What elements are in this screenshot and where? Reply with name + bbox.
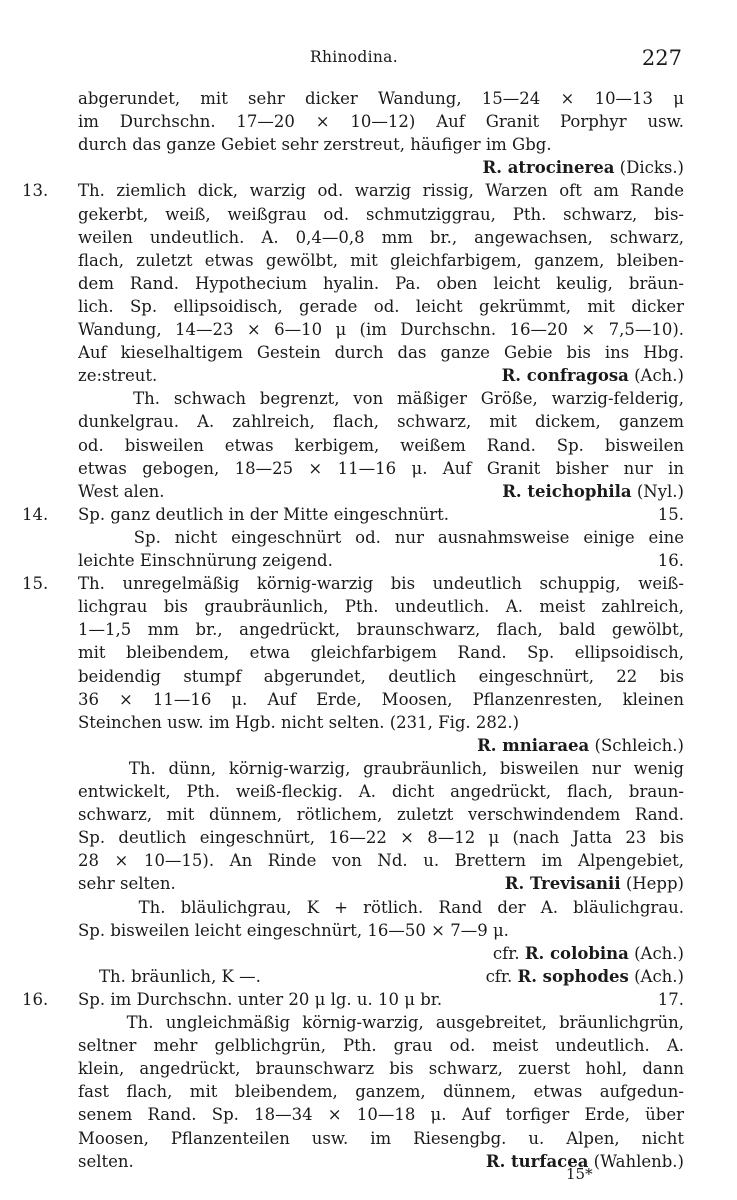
line-text: Moosen, Pflanzenteilen usw. im Riesengbg. u. Alpen, nicht [78, 1128, 684, 1148]
text-line [78, 1104, 684, 1126]
key-number: 13. [22, 181, 49, 201]
text-line [78, 850, 684, 872]
line-text: od. bisweilen etwas kerbigem, weißem Rand. Sp. bisweilen [78, 435, 684, 455]
line-text: klein, angedrückt, braunschwarz bis schwarz, zuerst hohl, dann [78, 1059, 684, 1079]
text-line [78, 319, 684, 341]
text-line [78, 227, 684, 249]
text-line [78, 1012, 684, 1034]
species-name: R. mniaraea [477, 735, 590, 755]
line-text: Th. bläulichgrau, K + rötlich. Rand der A. bläulichgrau. [78, 897, 684, 917]
line-text: mit bleibendem, etwa gleichfarbigem Rand. Sp. ellipsoidisch, [78, 643, 684, 663]
line-text: Sp. bisweilen leicht eingeschnürt, 16—50 × 7—9 μ. [78, 920, 509, 940]
text-line [78, 619, 684, 641]
text-line [78, 1035, 684, 1057]
line-text: Sp. im Durchschn. unter 20 μ lg. u. 10 μ br. [78, 989, 443, 1009]
species-name: R. atrocinerea [482, 158, 615, 178]
cfr-prefix: cfr. [485, 966, 518, 986]
text-line [78, 527, 684, 549]
text-line [78, 596, 684, 618]
text-line [78, 134, 684, 156]
text-line [78, 273, 684, 295]
line-text: fast flach, mit bleibendem, ganzem, dünnem, etwas aufgedun- [78, 1082, 684, 1102]
text-line [78, 827, 684, 849]
line-text: lichgrau bis graubräunlich, Pth. undeutlich. A. meist zahlreich, [78, 597, 684, 617]
line-text: 28 × 10—15). An Rinde von Nd. u. Brettern im Alpengebiet, [78, 851, 684, 871]
species-name: R. turfacea [485, 1151, 589, 1171]
species-name: R. sophodes [517, 966, 629, 986]
text-line [78, 180, 684, 202]
species-author: (Hepp) [620, 874, 684, 894]
species-name: R. confragosa [501, 366, 629, 386]
line-text: Sp. deutlich eingeschnürt, 16—22 × 8—12 μ (nach Jatta 23 bis [78, 828, 684, 848]
line-text: lich. Sp. ellipsoidisch, gerade od. leicht gekrümmt, mit dicker [78, 296, 684, 316]
line-text: Th. bräunlich, K —. [78, 966, 261, 986]
species-author: (Schleich.) [589, 735, 684, 755]
species-heading [78, 873, 684, 895]
line-text: Sp. ganz deutlich in der Mitte eingeschnürt. [78, 504, 449, 524]
text-line [78, 250, 684, 272]
line-text: selten. [78, 1151, 134, 1171]
text-line [78, 804, 684, 826]
key-reference [78, 504, 684, 526]
line-text: schwarz, mit dünnem, rötlichem, zuletzt verschwindendem Rand. [78, 805, 684, 825]
text-line [78, 388, 684, 410]
text-line [78, 712, 684, 734]
text-line [78, 296, 684, 318]
text-line [78, 781, 684, 803]
line-text: senem Rand. Sp. 18—34 × 10—18 μ. Auf torfiger Erde, über [78, 1105, 684, 1125]
line-text: sehr selten. [78, 874, 176, 894]
page-number: 227 [641, 46, 682, 70]
text-line [78, 666, 684, 688]
text-line [78, 1058, 684, 1080]
text-line [78, 689, 684, 711]
line-text: leichte Einschnürung zeigend. [78, 551, 333, 570]
line-text: seltner mehr gelblichgrün, Pth. grau od. meist undeutlich. A. [78, 1036, 684, 1056]
line-text: 1—1,5 mm br., angedrückt, braunschwarz, flach, bald gewölbt, [78, 620, 684, 640]
text-line [78, 111, 684, 133]
species-name: R. teichophila [502, 481, 632, 501]
text-line [78, 342, 684, 364]
line-text: Th. dünn, körnig-warzig, graubräunlich, bisweilen nur wenig [78, 758, 684, 778]
text-line [78, 411, 684, 433]
line-text: weilen undeutlich. A. 0,4—0,8 mm br., angewachsen, schwarz, [78, 227, 684, 247]
line-text: Th. unregelmäßig körnig-warzig bis undeutlich schuppig, weiß- [78, 574, 684, 594]
species-author: (Nyl.) [631, 481, 684, 501]
key-number: 14. [22, 504, 49, 524]
line-text: Wandung, 14—23 × 6—10 μ (im Durchschn. 16—20 × 7,5—10). [78, 320, 684, 339]
line-text: etwas gebogen, 18—25 × 11—16 μ. Auf Granit bisher nur in [78, 458, 684, 478]
key-number: 15. [22, 574, 49, 594]
key-reference [78, 550, 684, 572]
key-reference [78, 989, 684, 1011]
text-line [78, 897, 684, 919]
text-line [78, 1128, 684, 1150]
species-name: R. colobina [524, 943, 629, 963]
line-text: West alen. [78, 481, 165, 501]
text-line [78, 204, 684, 226]
species-heading [78, 1151, 684, 1173]
species-name: R. Trevisanii [504, 874, 621, 894]
key-number: 16. [22, 989, 49, 1009]
line-text: ze:streut. [78, 366, 158, 386]
species-author: (Ach.) [628, 943, 684, 963]
species-heading [78, 966, 684, 988]
species-heading [78, 481, 684, 503]
text-line [78, 943, 684, 965]
page-header [0, 46, 737, 76]
line-text: gekerbt, weiß, weißgrau od. schmutziggrau, Pth. schwarz, bis- [78, 204, 684, 224]
line-text: flach, zuletzt etwas gewölbt, mit gleichfarbigem, ganzem, bleiben- [78, 250, 684, 270]
line-text: dem Rand. Hypothecium hyalin. Pa. oben leicht keulig, bräun- [78, 273, 684, 293]
species-author: (Wahlenb.) [588, 1151, 684, 1171]
line-text: Th. schwach begrenzt, von mäßiger Größe, warzig-felderig, [78, 389, 684, 409]
text-line [78, 758, 684, 780]
text-line [78, 573, 684, 595]
line-text: durch das ganze Gebiet sehr zerstreut, häufiger im Gbg. [78, 135, 552, 155]
key-ref-number: 17. [657, 989, 684, 1009]
running-title: Rhinodina. [310, 48, 398, 66]
text-line [78, 88, 684, 110]
text-line [78, 735, 684, 757]
line-text: dunkelgrau. A. zahlreich, flach, schwarz, mit dickem, ganzem [78, 412, 684, 432]
cfr-prefix: cfr. [492, 943, 525, 963]
key-ref-number: 16. [657, 551, 684, 570]
line-text: Steinchen usw. im Hgb. nicht selten. (231, Fig. 282.) [78, 712, 520, 732]
line-text: abgerundet, mit sehr dicker Wandung, 15—24 × 10—13 μ [78, 89, 684, 108]
text-line [78, 458, 684, 480]
species-author: (Ach.) [628, 966, 684, 986]
line-text: Th. ziemlich dick, warzig od. warzig rissig, Warzen oft am Rande [78, 181, 684, 201]
line-text: entwickelt, Pth. weiß-fleckig. A. dicht angedrückt, flach, braun- [78, 782, 684, 801]
species-author: (Dicks.) [614, 158, 684, 178]
text-line [78, 1081, 684, 1103]
text-line [78, 642, 684, 664]
species-author: (Ach.) [628, 366, 684, 386]
line-text: Auf kieselhaltigem Gestein durch das ganze Gebie bis ins Hbg. [78, 343, 684, 363]
line-text: 36 × 11—16 μ. Auf Erde, Moosen, Pflanzenresten, kleinen [78, 689, 684, 709]
species-heading [78, 365, 684, 387]
signature-mark: 15* [566, 1165, 593, 1183]
key-ref-number: 15. [657, 504, 684, 524]
text-line [78, 157, 684, 179]
line-text: Sp. nicht eingeschnürt od. nur ausnahmsweise einige eine [78, 527, 684, 547]
line-text: beidendig stumpf abgerundet, deutlich eingeschnürt, 22 bis [78, 666, 684, 686]
text-line [78, 920, 684, 942]
line-text: Th. ungleichmäßig körnig-warzig, ausgebreitet, bräunlichgrün, [78, 1013, 684, 1032]
text-line [78, 435, 684, 457]
line-text: im Durchschn. 17—20 × 10—12) Auf Granit Porphyr usw. [78, 112, 684, 132]
